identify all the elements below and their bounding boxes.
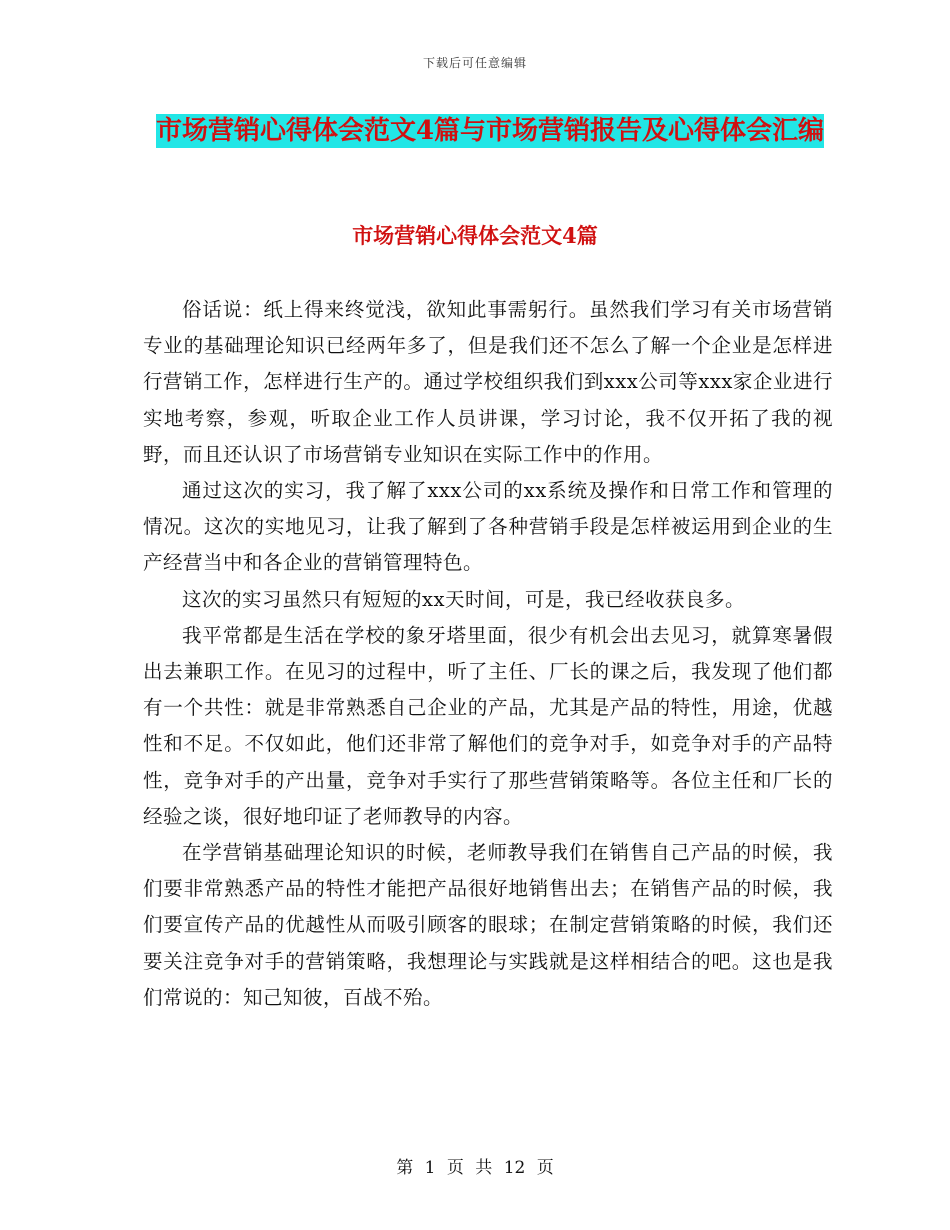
paragraph: 俗话说：纸上得来终觉浅，欲知此事需躬行。虽然我们学习有关市场营销专业的基础理论知识已经两年多了，但是我们还不怎么了解一个企业是怎样进行营销工作，怎样进行生产的。通过学校组织我们到xxx公司等xxx家企业进行实地考察，参观，听取企业工作人员讲课，学习讨论，我不仅开拓了我的视野，而且还认识了市场营销专业知识在实际工作中的作用。 (143, 298, 833, 466)
document-title (140, 108, 840, 154)
section-title: 市场营销心得体会范文4篇 (352, 223, 598, 248)
paragraph: 我平常都是生活在学校的象牙塔里面，很少有机会出去见习，就算寒暑假出去兼职工作。在见习的过程中，听了主任、厂长的课之后，我发现了他们都有一个共性：就是非常熟悉自己企业的产品，尤其是产品的特性，用途，优越性和不足。不仅如此，他们还非常了解他们的竞争对手，如竞争对手的产品特性，竞争对手的产出量，竞争对手实行了那些营销策略等。各位主任和厂长的经验之谈，很好地印证了老师教导的内容。 (143, 623, 833, 828)
header-note: 下载后可任意编辑 (422, 56, 527, 70)
paragraph: 通过这次的实习，我了解了xxx公司的xx系统及操作和日常工作和管理的情况。这次的实地见习，让我了解到了各种营销手段是怎样被运用到企业的生产经营当中和各企业的营销管理特色。 (143, 479, 833, 575)
page-footer: 第 1 页 共 12 页 (396, 1158, 554, 1178)
document-body (143, 292, 833, 1016)
paragraph: 在学营销基础理论知识的时候，老师教导我们在销售自己产品的时候，我们要非常熟悉产品的特性才能把产品很好地销售出去；在销售产品的时候，我们要宣传产品的优越性从而吸引顾客的眼球；在制定营销策略的时候，我们还要关注竞争对手的营销策略，我想理论与实践就是这样相结合的吧。这也是我们常说的：知己知彼，百战不殆。 (143, 841, 833, 1009)
document-title-text: 市场营销心得体会范文4篇与市场营销报告及心得体会汇编 (155, 116, 825, 146)
paragraph: 这次的实习虽然只有短短的xx天时间，可是，我已经收获良多。 (182, 587, 745, 611)
